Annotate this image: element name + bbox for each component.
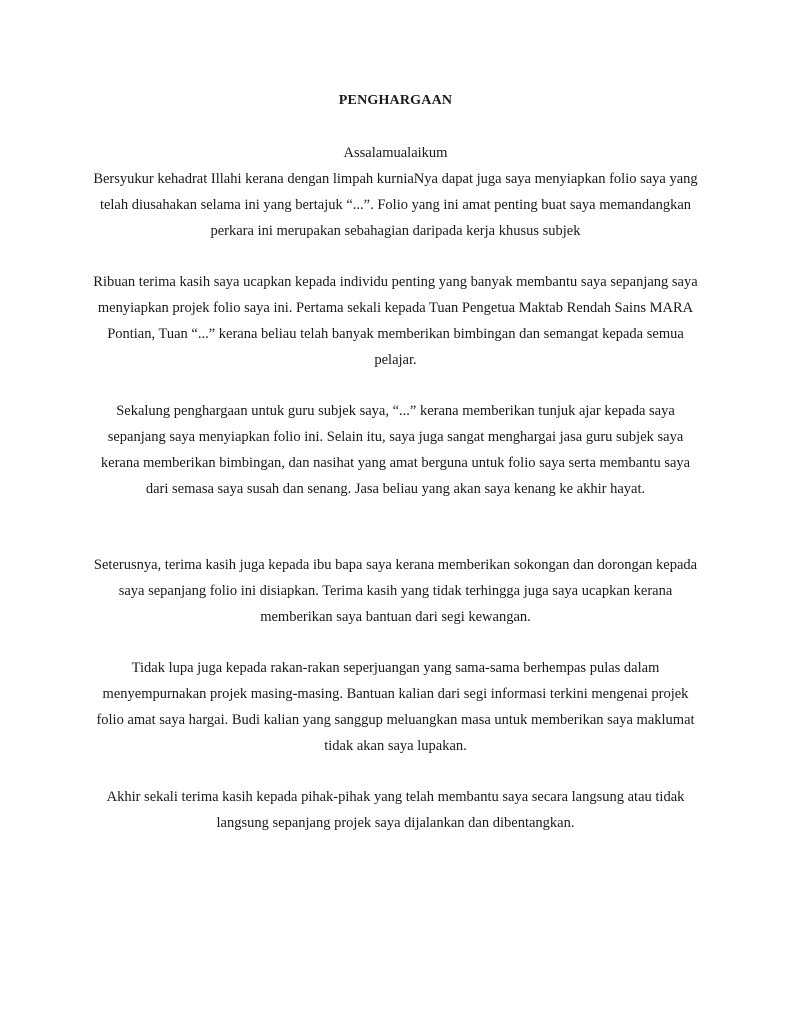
page-title: PENGHARGAAN	[338, 93, 453, 108]
paragraph-parents: Seterusnya, terima kasih juga kepada ibu bapa saya kerana memberikan sokongan dan dorongan kepada saya sepanjang folio ini disiapkan. Terima kasih yang tidak terhingga juga saya ucapkan kerana memberikan saya bantuan dari segi kewangan.	[93, 557, 698, 625]
greeting: Assalamualaikum	[343, 145, 448, 161]
paragraph-closing: Akhir sekali terima kasih kepada pihak-pihak yang telah membantu saya secara langsung atau tidak langsung sepanjang projek saya dijalankan dan dibentangkan.	[106, 789, 685, 831]
paragraph-subject-teacher: Sekalung penghargaan untuk guru subjek saya, “...” kerana memberikan tunjuk ajar kepada saya sepanjang saya menyiapkan folio ini. Selain itu, saya juga sangat menghargai jasa guru subjek saya kerana memberikan bimbingan, dan nasihat yang amat berguna untuk folio saya serta membantu saya dari semasa saya susah dan senang. Jasa beliau yang akan saya kenang ke akhir hayat.	[100, 403, 691, 497]
paragraph-principal: Ribuan terima kasih saya ucapkan kepada individu penting yang banyak membantu saya sepanjang saya menyiapkan projek folio saya ini. Pertama sekali kepada Tuan Pengetua Maktab Rendah Sains MARA Pontian, Tuan “...” kerana beliau telah banyak memberikan bimbingan dan semangat kepada semua pelajar.	[93, 274, 698, 368]
paragraph-friends: Tidak lupa juga kepada rakan-rakan seperjuangan yang sama-sama berhempas pulas dalam menyempurnakan projek masing-masing. Bantuan kalian dari segi informasi terkini mengenai projek folio amat saya hargai. Budi kalian yang sanggup meluangkan masa untuk memberikan saya maklumat tidak akan saya lupakan.	[96, 660, 695, 754]
paragraph-gratitude-to-god: Bersyukur kehadrat Illahi kerana dengan limpah kurniaNya dapat juga saya menyiapkan folio saya yang telah diusahakan selama ini yang bertajuk “...”. Folio yang ini amat penting buat saya memandangkan perkara ini merupakan sebahagian daripada kerja khusus subjek	[93, 171, 698, 239]
